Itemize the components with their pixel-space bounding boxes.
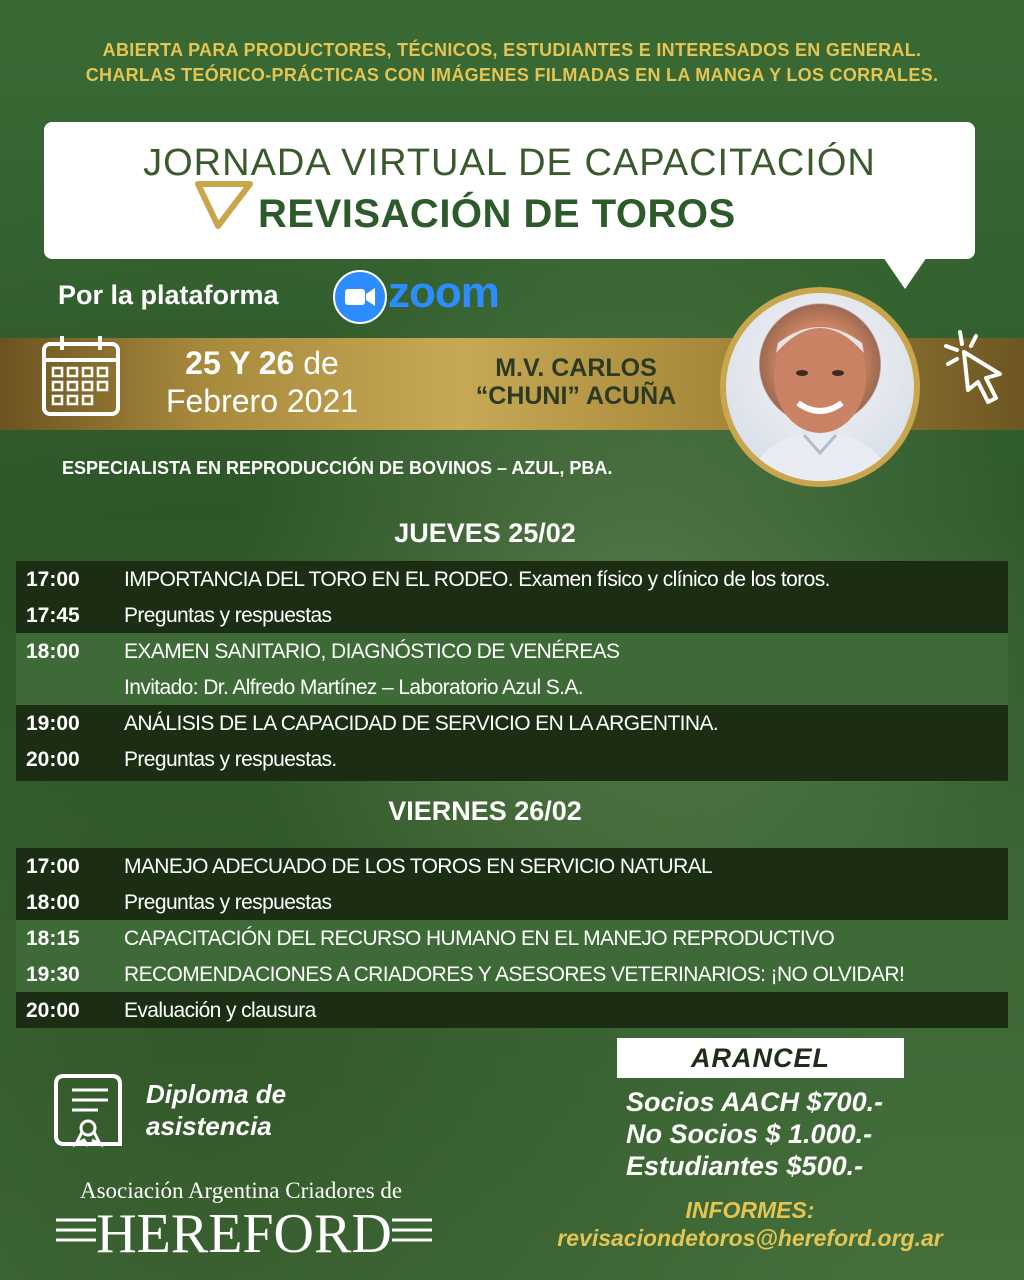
row-desc: RECOMENDACIONES A CRIADORES Y ASESORES VETERINARIOS: ¡NO OLVIDAR! [124,963,905,986]
row-time: 17:00 [26,855,80,878]
hereford-logo [56,1200,432,1264]
schedule-row [16,669,1008,705]
row-time: 18:00 [26,640,80,663]
schedule-row [16,705,1008,741]
row-time: 17:00 [26,568,80,591]
price-no-socios: No Socios $ 1.000.- [626,1119,873,1149]
date-month-year: Febrero 2021 [165,383,359,419]
schedule-thursday [16,561,1008,781]
schedule-friday [16,848,1008,1028]
schedule-row [16,884,1008,920]
triangle-logo-icon [192,176,256,232]
schedule-row [16,561,1008,597]
arancel-label: ARANCEL [617,1038,904,1078]
row-desc: ANÁLISIS DE LA CAPACIDAD DE SERVICIO EN LA ARGENTINA. [124,712,719,735]
speaker-line-1: M.V. CARLOS [495,354,657,382]
informes-label: INFORMES: [685,1197,815,1223]
speaker-specialty: ESPECIALISTA EN REPRODUCCIÓN DE BOVINOS – AZUL, PBA. [62,458,613,478]
row-time: 20:00 [26,748,80,771]
schedule-row [16,633,1008,669]
diploma-icon [48,1070,126,1150]
title-box [44,122,975,259]
day-header-thursday: JUEVES 25/02 [394,518,576,548]
row-desc: MANEJO ADECUADO DE LOS TOROS EN SERVICIO NATURAL [124,855,713,878]
row-time: 19:00 [26,712,80,735]
notice-line-2: CHARLAS TEÓRICO-PRÁCTICAS CON IMÁGENES FILMADAS EN LA MANGA Y LOS CORRALES. [85,65,939,85]
row-desc: Preguntas y respuestas [124,891,332,914]
speaker-photo [720,287,920,487]
top-notice [0,38,1024,88]
row-desc: EXAMEN SANITARIO, DIAGNÓSTICO DE VENÉREAS [124,640,620,663]
schedule-row [16,848,1008,884]
diploma-line-2: asistencia [146,1111,272,1141]
row-desc: Preguntas y respuestas [124,604,332,627]
schedule-row [16,956,1008,992]
diploma-line-1: Diploma de [146,1079,287,1109]
schedule-row [16,597,1008,633]
speaker-name [446,354,706,410]
notice-line-1: ABIERTA PARA PRODUCTORES, TÉCNICOS, ESTUDIANTES E INTERESADOS EN GENERAL. [102,40,922,60]
schedule-row [16,741,1008,781]
speaker-portrait [726,293,914,481]
title-line-1: JORNADA VIRTUAL DE CAPACITACIÓN [143,142,876,184]
row-desc: Preguntas y respuestas. [124,748,337,771]
hereford-logo-text: HEREFORD [96,1203,392,1264]
click-cursor-icon [940,326,1016,410]
informes-email[interactable]: revisaciondetoros@hereford.org.ar [557,1225,943,1251]
schedule-row [16,920,1008,956]
platform-label: Por la plataforma [58,280,279,310]
zoom-brand: zoom [388,268,499,317]
row-desc: Invitado: Dr. Alfredo Martínez – Laboratorio Azul S.A. [124,676,584,699]
calendar-icon [40,332,122,418]
row-time: 18:15 [26,927,80,950]
day-header-friday: VIERNES 26/02 [388,796,582,826]
zoom-camera-icon [333,270,387,324]
title-line-2: REVISACIÓN DE TOROS [258,192,736,236]
schedule-row [16,992,1008,1028]
price-estudiantes: Estudiantes $500.- [626,1151,864,1181]
event-date [146,344,378,420]
row-time: 19:30 [26,963,80,986]
association-name: Asociación Argentina Criadores de [80,1178,403,1203]
row-desc: Evaluación y clausura [124,999,316,1022]
row-desc: IMPORTANCIA DEL TORO EN EL RODEO. Examen físico y clínico de los toros. [124,568,830,591]
date-days: 25 Y 26 [185,345,295,381]
row-desc: CAPACITACIÓN DEL RECURSO HUMANO EN EL MANEJO REPRODUCTIVO [124,927,835,950]
row-time: 18:00 [26,891,80,914]
price-socios: Socios AACH $700.- [626,1087,884,1117]
diploma-text [146,1078,286,1142]
speaker-line-2: “CHUNI” ACUÑA [475,382,677,410]
date-connector: de [303,345,339,381]
price-list [626,1086,883,1182]
informes [500,1196,1000,1252]
row-time: 20:00 [26,999,80,1022]
row-time: 17:45 [26,604,80,627]
